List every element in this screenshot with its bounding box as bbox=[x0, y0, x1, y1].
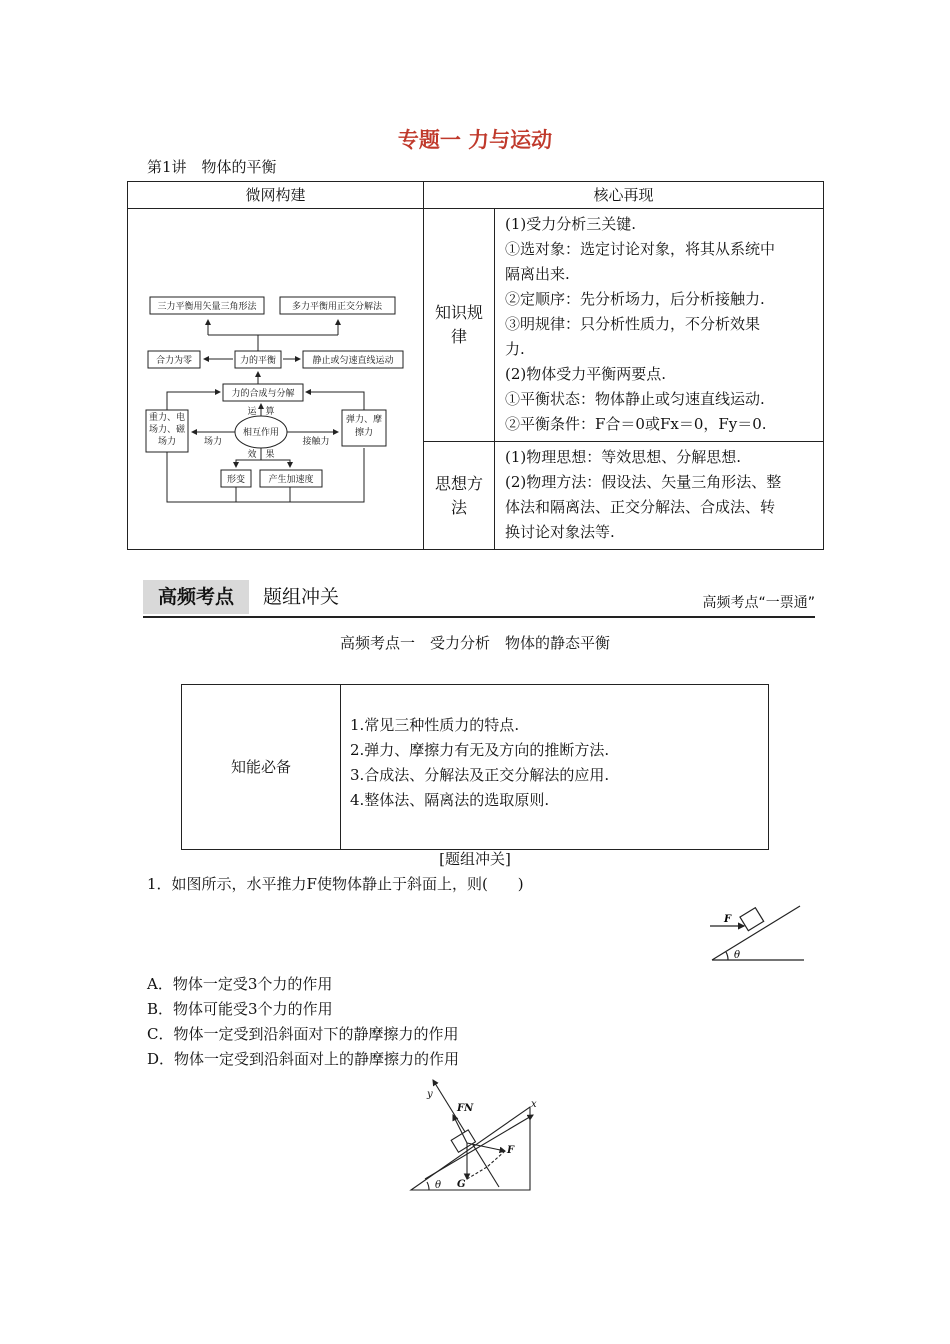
col1-header: 微网构建 bbox=[128, 182, 424, 209]
knowledge-box bbox=[181, 684, 769, 850]
col2-header: 核心再现 bbox=[424, 182, 824, 209]
knowledge-item: 4.整体法、隔离法的选取原则. bbox=[350, 791, 550, 809]
mm-box-d: 力的平衡 bbox=[239, 356, 277, 366]
row1-label-cell bbox=[424, 209, 495, 442]
mm-box-a: 三力平衡用矢量三角形法 bbox=[157, 302, 257, 312]
knowledge-items bbox=[350, 713, 609, 813]
mm-label-changli: 场力 bbox=[203, 437, 223, 447]
row1-line: ②定顺序：先分析场力，后分析接触力. bbox=[505, 290, 765, 308]
mm-box-j: 形变 bbox=[226, 475, 246, 485]
tizu-heading: [题组冲关] bbox=[439, 850, 511, 868]
mm-label-xiaoguo: 效 果 bbox=[247, 450, 275, 460]
knowledge-label: 知能必备 bbox=[182, 685, 341, 849]
fig1-label-F: F bbox=[724, 914, 732, 925]
mm-label-jiechuli: 接触力 bbox=[302, 437, 330, 447]
row1-line: ①选对象：选定讨论对象，将其从系统中 bbox=[505, 240, 776, 258]
fig2-label-x: x bbox=[531, 1099, 537, 1110]
row2-line: (1)物理思想：等效思想、分解思想. bbox=[505, 448, 742, 466]
banner-text: 题组冲关 bbox=[263, 586, 340, 608]
knowledge-item: 2.弹力、摩擦力有无及方向的推断方法. bbox=[350, 741, 610, 759]
incline-figure-1 bbox=[700, 900, 810, 964]
row1-line: (2)物体受力平衡两要点. bbox=[505, 365, 667, 383]
option-c: C．物体一定受到沿斜面对下的静摩擦力的作用 bbox=[147, 1025, 459, 1043]
fig1-label-theta: θ bbox=[734, 950, 741, 961]
summary-table bbox=[127, 181, 824, 550]
option-a: A．物体一定受3个力的作用 bbox=[147, 975, 333, 993]
row1-label: 知识规律 bbox=[434, 303, 483, 346]
row1-content bbox=[495, 209, 824, 442]
row1-line: ③明规律：只分析性质力，不分析效果 bbox=[505, 315, 761, 333]
banner-right: 高频考点“一票通” bbox=[702, 595, 815, 611]
row1-line: 隔离出来. bbox=[505, 265, 570, 283]
option-d: D．物体一定受到沿斜面对上的静摩擦力的作用 bbox=[147, 1050, 460, 1068]
question-1: 1．如图所示，水平推力F使物体静止于斜面上，则( ) bbox=[147, 875, 524, 893]
mindmap-diagram bbox=[128, 212, 423, 542]
option-b: B．物体可能受3个力的作用 bbox=[147, 1000, 333, 1018]
row1-line: (1)受力分析三关键. bbox=[505, 215, 637, 233]
fig2-label-theta: θ bbox=[435, 1180, 442, 1191]
mm-box-h: 相互作用 bbox=[242, 428, 280, 438]
mindmap-cell bbox=[128, 209, 424, 550]
mm-box-b: 多力平衡用正交分解法 bbox=[291, 302, 383, 312]
knowledge-item: 3.合成法、分解法及正交分解法的应用. bbox=[350, 766, 610, 784]
mm-box-k: 产生加速度 bbox=[268, 475, 314, 485]
row1-line: ①平衡状态：物体静止或匀速直线运动. bbox=[505, 390, 765, 408]
banner-tag: 高频考点 bbox=[143, 580, 249, 614]
row2-line: 换讨论对象法等. bbox=[505, 523, 615, 541]
fig2-label-G: G bbox=[457, 1179, 466, 1190]
mm-box-g: 重力、电场力、磁场力 bbox=[148, 413, 185, 447]
section-banner bbox=[143, 578, 815, 618]
row2-line: 体法和隔离法、正交分解法、合成法、转 bbox=[505, 498, 776, 516]
mm-label-yunsuan: 运 算 bbox=[247, 407, 275, 417]
mm-box-f: 力的合成与分解 bbox=[231, 389, 295, 399]
mm-box-c: 合力为零 bbox=[155, 356, 193, 366]
fig2-label-FN: FN bbox=[457, 1103, 474, 1114]
fig2-label-y: y bbox=[427, 1089, 433, 1100]
page-title: 专题一 力与运动 bbox=[397, 128, 553, 152]
row1-line: ②平衡条件：F合＝0或Fx＝0，Fy＝0. bbox=[505, 415, 767, 433]
row2-content bbox=[495, 442, 824, 550]
row2-line: (2)物理方法：假设法、矢量三角形法、整 bbox=[505, 473, 782, 491]
lecture-title: 第1讲 物体的平衡 bbox=[147, 158, 277, 176]
row2-label: 思想方法 bbox=[434, 473, 483, 517]
mm-box-i: 弹力、摩擦力 bbox=[345, 415, 382, 438]
mm-box-e: 静止或匀速直线运动 bbox=[312, 356, 394, 366]
force-analysis-figure bbox=[405, 1075, 545, 1195]
knowledge-item: 1.常见三种性质力的特点. bbox=[350, 716, 520, 734]
row1-line: 力. bbox=[505, 340, 525, 358]
fig2-label-F: F bbox=[507, 1145, 515, 1156]
subheading: 高频考点一 受力分析 物体的静态平衡 bbox=[339, 634, 610, 652]
row2-label-cell bbox=[424, 442, 495, 550]
